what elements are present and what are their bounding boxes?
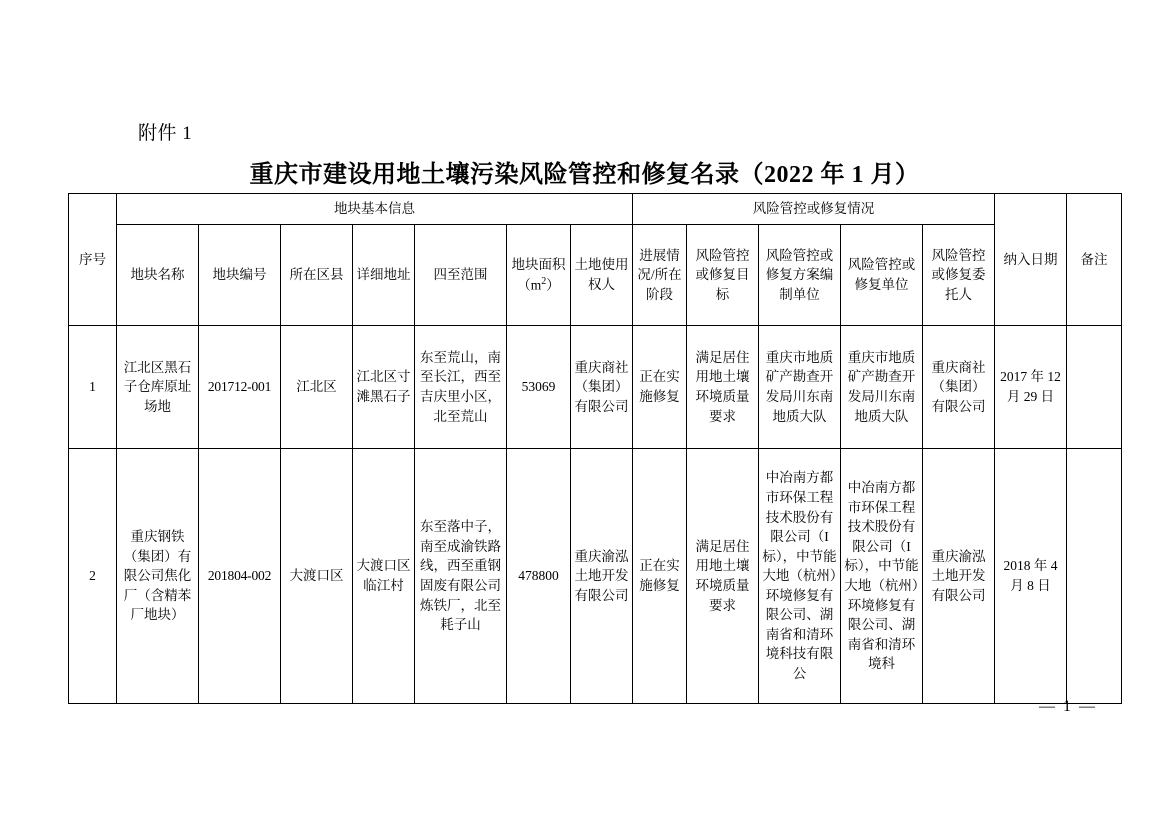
- cell-address: 江北区寸滩黑石子: [353, 326, 415, 449]
- cell-land-user: 重庆商社（集团）有限公司: [571, 326, 633, 449]
- cell-index: 1: [69, 326, 117, 449]
- cell-boundary: 东至落中子，南至成渝铁路线，西至重钢固废有限公司炼铁厂，北至耗子山: [415, 449, 507, 704]
- cell-goal: 满足居住用地土壤环境质量要求: [687, 326, 759, 449]
- column-header-address: 详细地址: [353, 225, 415, 326]
- page-number: — 1 —: [1039, 698, 1097, 715]
- column-header-plot-code: 地块编号: [199, 225, 281, 326]
- table-column-header-row: [69, 225, 1122, 326]
- cell-area: 478800: [507, 449, 571, 704]
- cell-goal: 满足居住用地土壤环境质量要求: [687, 449, 759, 704]
- column-header-plan-unit: 风险管控或修复方案编制单位: [759, 225, 841, 326]
- cell-address: 大渡口区临江村: [353, 449, 415, 704]
- cell-land-user: 重庆渝泓土地开发有限公司: [571, 449, 633, 704]
- cell-area: 53069: [507, 326, 571, 449]
- cell-plot-code: 201804-002: [199, 449, 281, 704]
- column-header-goal: 风险管控或修复目标: [687, 225, 759, 326]
- cell-exec-unit: 重庆市地质矿产勘查开发局川东南地质大队: [841, 326, 923, 449]
- column-header-area-sup: 2: [541, 275, 547, 287]
- cell-include-date: 2018 年 4 月 8 日: [995, 449, 1067, 704]
- column-header-client: 风险管控或修复委托人: [923, 225, 995, 326]
- cell-exec-unit: 中冶南方都市环保工程技术股份有限公司（I 标），中节能大地（杭州）环境修复有限公司、湖南省和清环境科: [841, 449, 923, 704]
- column-header-area-line2: 积（m: [517, 257, 566, 293]
- column-header-area-line3: ）: [546, 277, 560, 293]
- cell-progress: 正在实施修复: [633, 326, 687, 449]
- table-row: [69, 326, 1122, 449]
- table-group-header-row: [69, 194, 1122, 225]
- column-header-plot-name: 地块名称: [117, 225, 199, 326]
- cell-client: 重庆商社（集团）有限公司: [923, 326, 995, 449]
- cell-remark: [1067, 326, 1122, 449]
- column-header-index: 序号: [69, 194, 117, 326]
- column-header-district: 所在区县: [281, 225, 353, 326]
- column-header-exec-unit: 风险管控或修复单位: [841, 225, 923, 326]
- group-header-risk-control: 风险管控或修复情况: [633, 194, 995, 225]
- cell-district: 大渡口区: [281, 449, 353, 704]
- column-header-remark: 备注: [1067, 194, 1122, 326]
- column-header-area: [507, 225, 571, 326]
- column-header-area-line1: 地块面: [511, 257, 552, 273]
- cell-plot-name: 江北区黑石子仓库原址场地: [117, 326, 199, 449]
- group-header-basic-info: 地块基本信息: [117, 194, 633, 225]
- page-title: 重庆市建设用地土壤污染风险管控和修复名录（2022 年 1 月）: [249, 162, 920, 188]
- cell-client: 重庆渝泓土地开发有限公司: [923, 449, 995, 704]
- cell-plan-unit: 中冶南方都市环保工程技术股份有限公司（I 标），中节能大地（杭州）环境修复有限公司、湖南省和清环境科技有限公: [759, 449, 841, 704]
- cell-boundary: 东至荒山，南至长江，西至吉庆里小区，北至荒山: [415, 326, 507, 449]
- attachment-label: 附件 1: [138, 123, 193, 144]
- column-header-include-date: 纳入日期: [995, 194, 1067, 326]
- soil-pollution-registry-table: [68, 193, 1122, 704]
- cell-index: 2: [69, 449, 117, 704]
- table-row: [69, 449, 1122, 704]
- column-header-land-user: 土地使用权人: [571, 225, 633, 326]
- cell-progress: 正在实施修复: [633, 449, 687, 704]
- cell-district: 江北区: [281, 326, 353, 449]
- cell-plot-name: 重庆钢铁（集团）有限公司焦化厂（含精苯厂地块）: [117, 449, 199, 704]
- column-header-progress: 进展情况/所在阶段: [633, 225, 687, 326]
- cell-plot-code: 201712-001: [199, 326, 281, 449]
- cell-include-date: 2017 年 12 月 29 日: [995, 326, 1067, 449]
- cell-plan-unit: 重庆市地质矿产勘查开发局川东南地质大队: [759, 326, 841, 449]
- column-header-boundary: 四至范围: [415, 225, 507, 326]
- cell-remark: [1067, 449, 1122, 704]
